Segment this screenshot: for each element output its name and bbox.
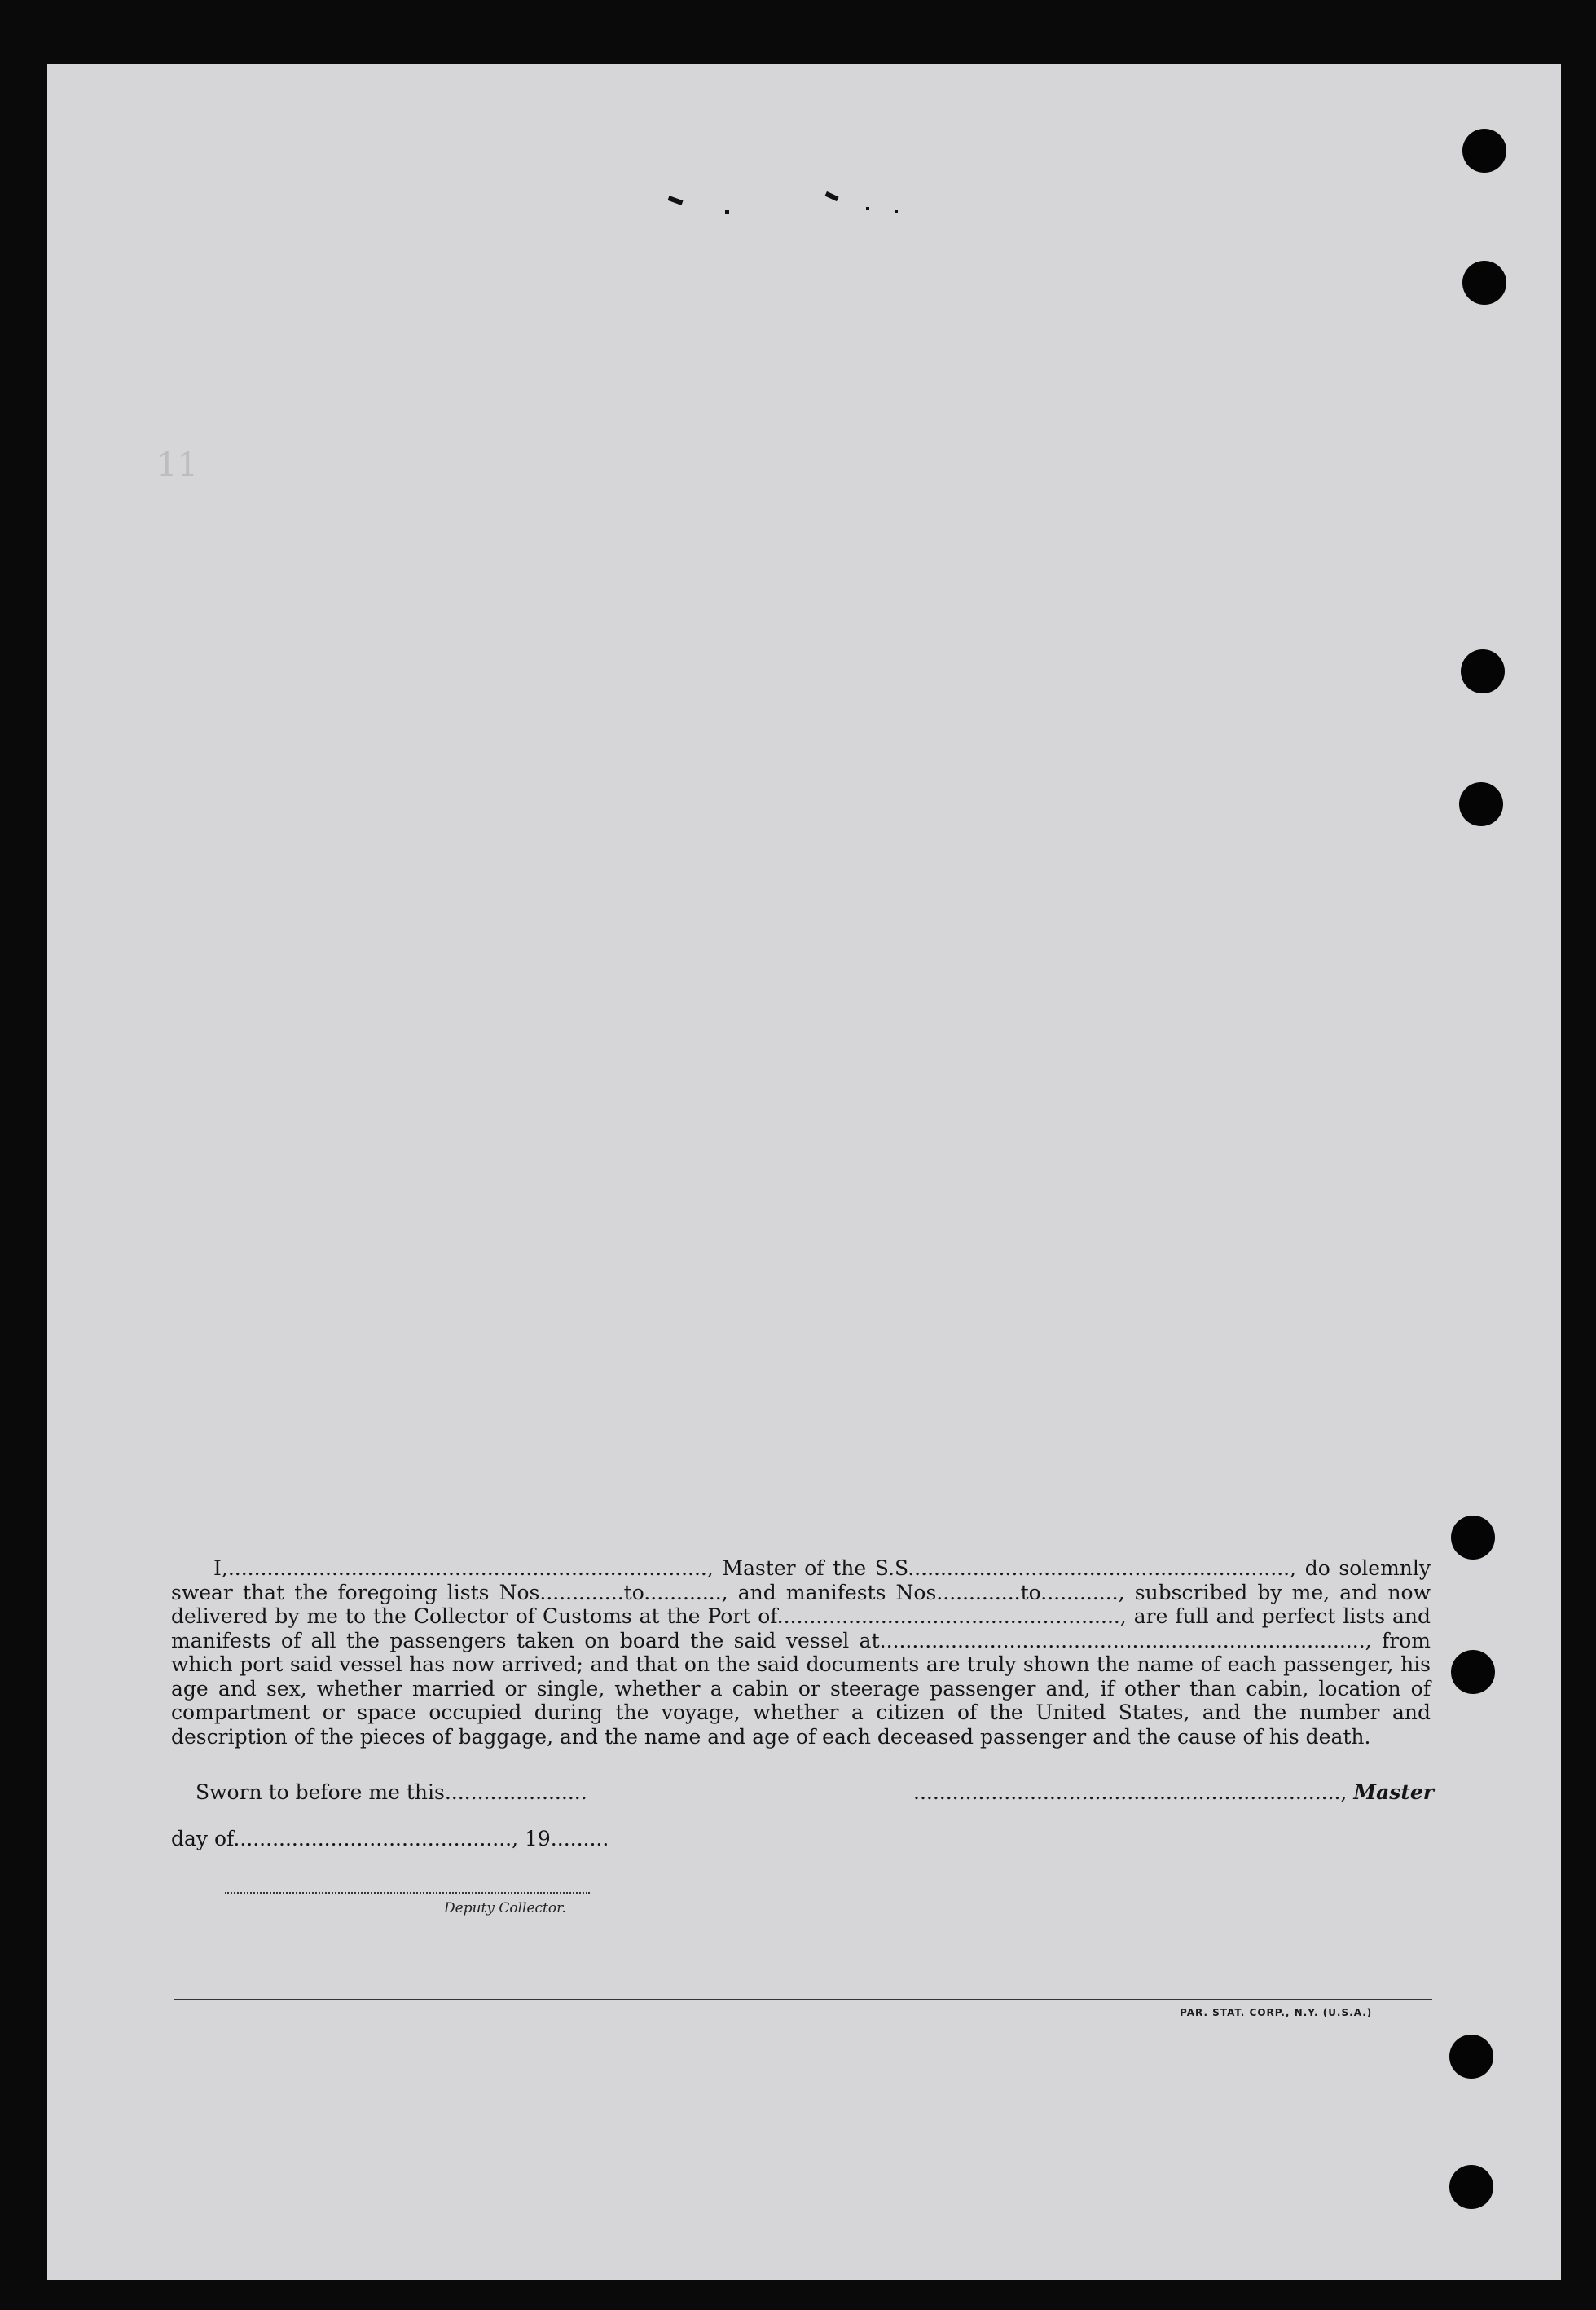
oath-text: I,.........................................................................., Master of the S.S..........................................................., do solemnly swear that the foregoing lists Nos.............to............, and manifests Nos.............to............, subscribed by me, and now delivered by me to the Collector of Customs at the Port of....................................................., are full and perfect lists and manifests of all the passengers taken on board the said vessel at..........................................................................., from which port said vessel has now arrived; and that on the said documents are truly shown the name of each passenger, his age and sex, whether married or single, whether a cabin or steerage passenger and, if other than cabin, location of compartment or space occupied during the voyage, whether a citizen of the United States, and the number and description of the pieces of baggage, and the name and age of each deceased passenger and the cause of his death. <box>171 1556 1431 1749</box>
punch-hole <box>1462 261 1506 305</box>
sworn-label: Sworn to before me this...................... <box>196 1780 587 1804</box>
deputy-collector-label: Deputy Collector. <box>444 1900 566 1916</box>
master-label: Master <box>1353 1780 1434 1804</box>
punch-hole <box>1451 1516 1495 1560</box>
form-page <box>47 64 1561 2280</box>
master-signature-line <box>913 1780 1434 1804</box>
master-dots: .................................................................., <box>913 1780 1348 1804</box>
ink-mark <box>895 210 898 213</box>
bleed-through-number: 11 <box>156 447 198 484</box>
punch-hole <box>1449 2165 1493 2209</box>
punch-hole <box>1459 782 1503 826</box>
ink-mark <box>866 207 869 210</box>
punch-hole <box>1462 129 1506 173</box>
punch-hole <box>1451 1650 1495 1694</box>
printer-imprint: PAR. STAT. CORP., N.Y. (U.S.A.) <box>1180 2007 1373 2018</box>
ink-mark <box>824 191 838 201</box>
punch-hole <box>1449 2035 1493 2079</box>
day-label: day of..........................................., 19......... <box>171 1827 609 1850</box>
ink-mark <box>668 196 684 205</box>
ink-mark <box>725 210 729 214</box>
oath-paragraph <box>171 1556 1431 1749</box>
deputy-signature-line <box>225 1892 590 1894</box>
punch-hole <box>1461 649 1505 693</box>
bottom-rule <box>174 1999 1432 2000</box>
